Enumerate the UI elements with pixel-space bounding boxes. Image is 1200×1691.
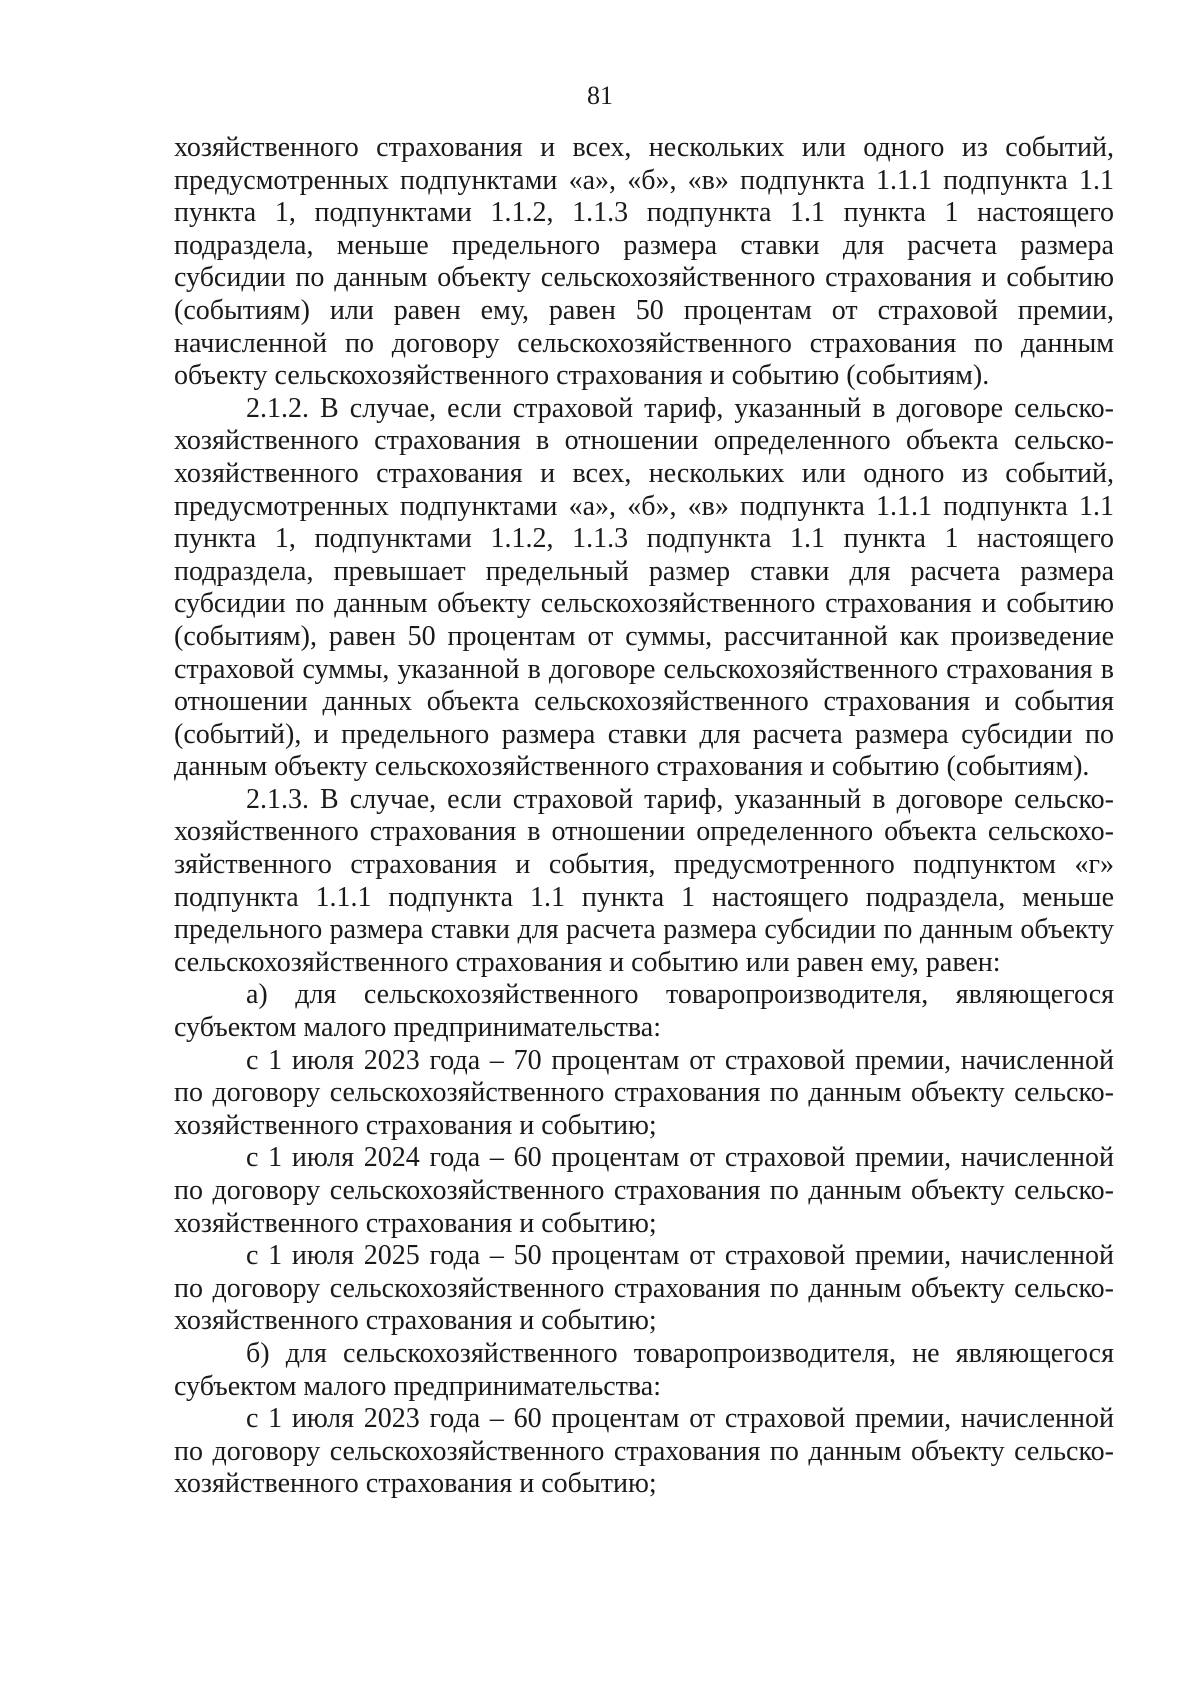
paragraph-2024-rate: с 1 июля 2024 года – 60 процентам от страховой премии, начисленной по договору сельскохозяйственного страхования по данным объекту сельскохозяйственного страхования и событию; [174, 1142, 1114, 1239]
paragraph-2023-rate-b: с 1 июля 2023 года – 60 процентам от страховой премии, начисленной по договору сельскохозяйственного страхования по данным объекту сельскохозяйственного страхования и событию; [174, 1403, 1114, 1500]
paragraph-2-1-3: 2.1.3. В случае, если страховой тариф, указанный в договоре сельскохозяйственного страхования в отношении определенного объекта сельскохозяйственного страхования и события, предусмотренного подпунктом «г» подпункта 1.1.1 подпункта 1.1 пункта 1 настоящего подраздела, меньше предельного размера ставки для расчета размера субсидии по данным объекту сельскохозяйственного страхования и событию или равен ему, равен: [174, 783, 1114, 978]
paragraph-2-1-2: 2.1.2. В случае, если страховой тариф, указанный в договоре сельскохозяйственного страхования в отношении определенного объекта сельскохозяйственного страхования и всех, нескольких или одного из событий, предусмотренных подпунктами «а», «б», «в» подпункта 1.1.1 подпункта 1.1 пункта 1, подпунктами 1.1.2, 1.1.3 подпункта 1.1 пункта 1 настоящего подраздела, превышает предельный размер ставки для расчета размера субсидии по данным объекту сельскохозяйственного страхования и событию (событиям), равен 50 процентам от суммы, рассчитанной как произведение страховой суммы, указанной в договоре сельскохозяйственного страхования в отношении данных объекта сельскохозяйственного страхования и события (событий), и предельного размера ставки для расчета размера субсидии по данным объекту сельскохозяйственного страхования и событию (событиям). [174, 392, 1114, 783]
paragraph-item-a: а) для сельскохозяйственного товаропроизводителя, являющегося субъектом малого предпринимательства: [174, 979, 1114, 1044]
paragraph-2025-rate: с 1 июля 2025 года – 50 процентам от страховой премии, начисленной по договору сельскохозяйственного страхования по данным объекту сельскохозяйственного страхования и событию; [174, 1240, 1114, 1337]
paragraph-1: хозяйственного страхования и всех, нескольких или одного из событий, предусмотренных подпунктами «а», «б», «в» подпункта 1.1.1 подпункта 1.1 пункта 1, подпунктами 1.1.2, 1.1.3 подпункта 1.1 пункта 1 настоящего подраздела, меньше предельного размера ставки для расчета размера субсидии по данным объекту сельскохозяйственного страхования и событию (событиям) или равен ему, равен 50 процентам от страховой премии, начисленной по договору сельскохозяйственного страхования по данным объекту сельскохозяйственного страхования и событию (событиям). [174, 132, 1114, 392]
document-body [174, 132, 1114, 1501]
paragraph-item-b: б) для сельскохозяйственного товаропроизводителя, не являющегося субъектом малого предпринимательства: [174, 1337, 1114, 1402]
paragraph-2023-rate: с 1 июля 2023 года – 70 процентам от страховой премии, начисленной по договору сельскохозяйственного страхования по данным объекту сельскохозяйственного страхования и событию; [174, 1044, 1114, 1141]
page-number: 81 [587, 81, 613, 110]
